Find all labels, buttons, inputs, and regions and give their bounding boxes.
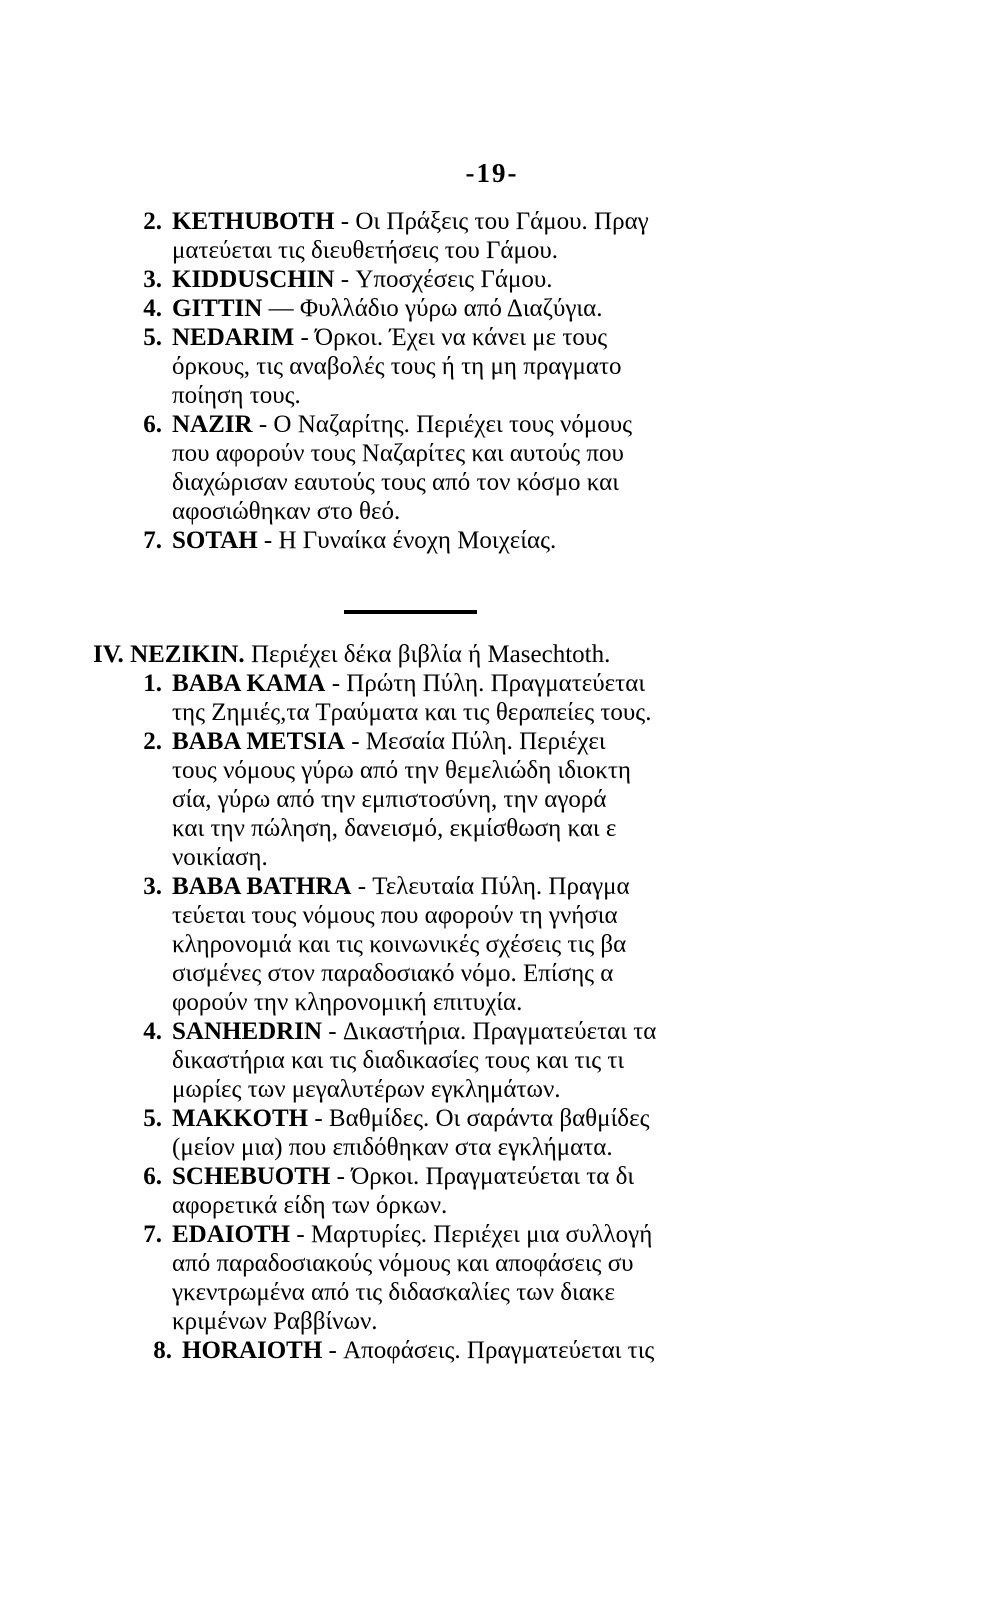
item-number: 4. [143, 1018, 162, 1045]
item-continuation: (μείον μια) που επιδόθηκαν στα εγκλήματα. [172, 1134, 613, 1161]
item-continuation: σισμένες στον παραδοσιακό νόμο. Επίσης α [172, 960, 614, 987]
tractate-name: BABA METSIA [172, 728, 345, 755]
item-number: 6. [143, 1163, 162, 1190]
item-continuation: ποίηση τους. [172, 382, 301, 409]
item-number: 4. [143, 295, 162, 322]
list-item [122, 411, 632, 439]
item-continuation: κριμένων Ραββίνων. [172, 1308, 378, 1335]
tractate-name: BABA BATHRA [172, 873, 352, 900]
item-text: - Τελευταία Πύλη. Πραγμα [351, 873, 630, 900]
item-continuation: τους νόμους γύρω από την θεμελιώδη ιδιοκτη [172, 757, 631, 784]
list-item [122, 527, 556, 555]
list-item [122, 266, 553, 294]
section-divider [344, 610, 477, 614]
tractate-name: NAZIR [172, 411, 253, 438]
section-heading-text: Περιέχει δέκα βιβλία ή Masechtoth. [244, 641, 611, 668]
item-text: - Αποφάσεις. Πραγματεύεται τις [322, 1337, 655, 1364]
item-continuation: σία, γύρω από την εμπιστοσύνη, την αγορά [172, 786, 607, 813]
section-heading [93, 641, 610, 669]
list-item [122, 208, 649, 236]
item-number: 2. [143, 728, 162, 755]
item-continuation: όρκους, τις αναβολές τους ή τη μη πραγματο [172, 353, 622, 380]
item-text: - Η Γυναίκα ένοχη Μοιχείας. [257, 527, 557, 554]
section-title: NEZIKIN. [130, 641, 245, 668]
tractate-name: SOTAH [172, 527, 258, 554]
item-continuation: δικαστήρια και τις διαδικασίες τους και τις τι [172, 1047, 625, 1074]
item-number: 6. [143, 411, 162, 438]
item-text: - Μαρτυρίες. Περιέχει μια συλλογή [290, 1221, 653, 1248]
item-number: 3. [143, 873, 162, 900]
item-continuation: της Ζημιές,τα Τραύματα και τις θεραπείες τους. [172, 699, 652, 726]
list-item [122, 728, 606, 756]
item-continuation: αφορετικά είδη των όρκων. [172, 1192, 448, 1219]
item-number: 7. [143, 1221, 162, 1248]
item-text: - Οι Πράξεις του Γάμου. Πραγ [334, 208, 649, 235]
list-item [132, 1337, 654, 1365]
item-text: - Υποσχέσεις Γάμου. [334, 266, 553, 293]
list-item [122, 324, 607, 352]
item-number: 7. [143, 527, 162, 554]
item-continuation: αφοσιώθηκαν στο θεό. [172, 498, 401, 525]
item-text: - Όρκοι. Πραγματεύεται τα δι [330, 1163, 635, 1190]
item-text: - Βαθμίδες. Οι σαράντα βαθμίδες [308, 1105, 650, 1132]
item-continuation: και την πώληση, δανεισμό, εκμίσθωση και ε [172, 815, 617, 842]
tractate-name: GITTIN [172, 295, 263, 322]
list-item [122, 873, 630, 901]
tractate-name: HORAIOTH [182, 1337, 323, 1364]
item-continuation: ματεύεται τις διευθετήσεις του Γάμου. [172, 237, 559, 264]
tractate-name: SCHEBUOTH [172, 1163, 331, 1190]
item-text: - Μεσαία Πύλη. Περιέχει [344, 728, 606, 755]
item-number: 5. [143, 324, 162, 351]
tractate-name: KETHUBOTH [172, 208, 335, 235]
item-text: - Όρκοι. Έχει να κάνει με τους [294, 324, 608, 351]
item-continuation: διαχώρισαν εαυτούς τους από τον κόσμο και [172, 469, 620, 496]
item-continuation: τεύεται τους νόμους που αφορούν τη γνήσια [172, 902, 618, 929]
item-continuation: που αφορούν τους Ναζαρίτες και αυτούς που [172, 440, 624, 467]
item-number: 3. [143, 266, 162, 293]
tractate-name: BABA KAMA [172, 670, 326, 697]
item-text: - Δικαστήρια. Πραγματεύεται τα [322, 1018, 657, 1045]
list-item [122, 295, 603, 323]
tractate-name: MAKKOTH [172, 1105, 309, 1132]
tractate-name: KIDDUSCHIN [172, 266, 335, 293]
list-item [122, 1163, 634, 1191]
section-number: IV. [93, 641, 124, 668]
list-item [122, 1221, 652, 1249]
item-number: 1. [143, 670, 162, 697]
item-continuation: φορούν την κληρονομική επιτυχία. [172, 989, 523, 1016]
list-item [122, 1105, 649, 1133]
page-number: -19- [465, 158, 519, 188]
item-number: 5. [143, 1105, 162, 1132]
item-continuation: μωρίες των μεγαλυτέρων εγκλημάτων. [172, 1076, 561, 1103]
item-continuation: από παραδοσιακούς νόμους και αποφάσεις συ [172, 1250, 634, 1277]
list-item [122, 670, 645, 698]
item-continuation: γκεντρωμένα από τις διδασκαλίες των διακε [172, 1279, 615, 1306]
item-number: 2. [143, 208, 162, 235]
item-text: — Φυλλάδιο γύρω από Διαζύγια. [262, 295, 603, 322]
list-item [122, 1018, 656, 1046]
item-continuation: κληρονομιά και τις κοινωνικές σχέσεις τις βα [172, 931, 627, 958]
item-continuation: νοικίαση. [172, 844, 268, 871]
tractate-name: EDAIOTH [172, 1221, 291, 1248]
tractate-name: SANHEDRIN [172, 1018, 323, 1045]
item-text: - Ο Ναζαρίτης. Περιέχει τους νόμους [252, 411, 633, 438]
item-number: 8. [153, 1337, 172, 1364]
tractate-name: NEDARIM [172, 324, 295, 351]
item-text: - Πρώτη Πύλη. Πραγματεύεται [325, 670, 646, 697]
